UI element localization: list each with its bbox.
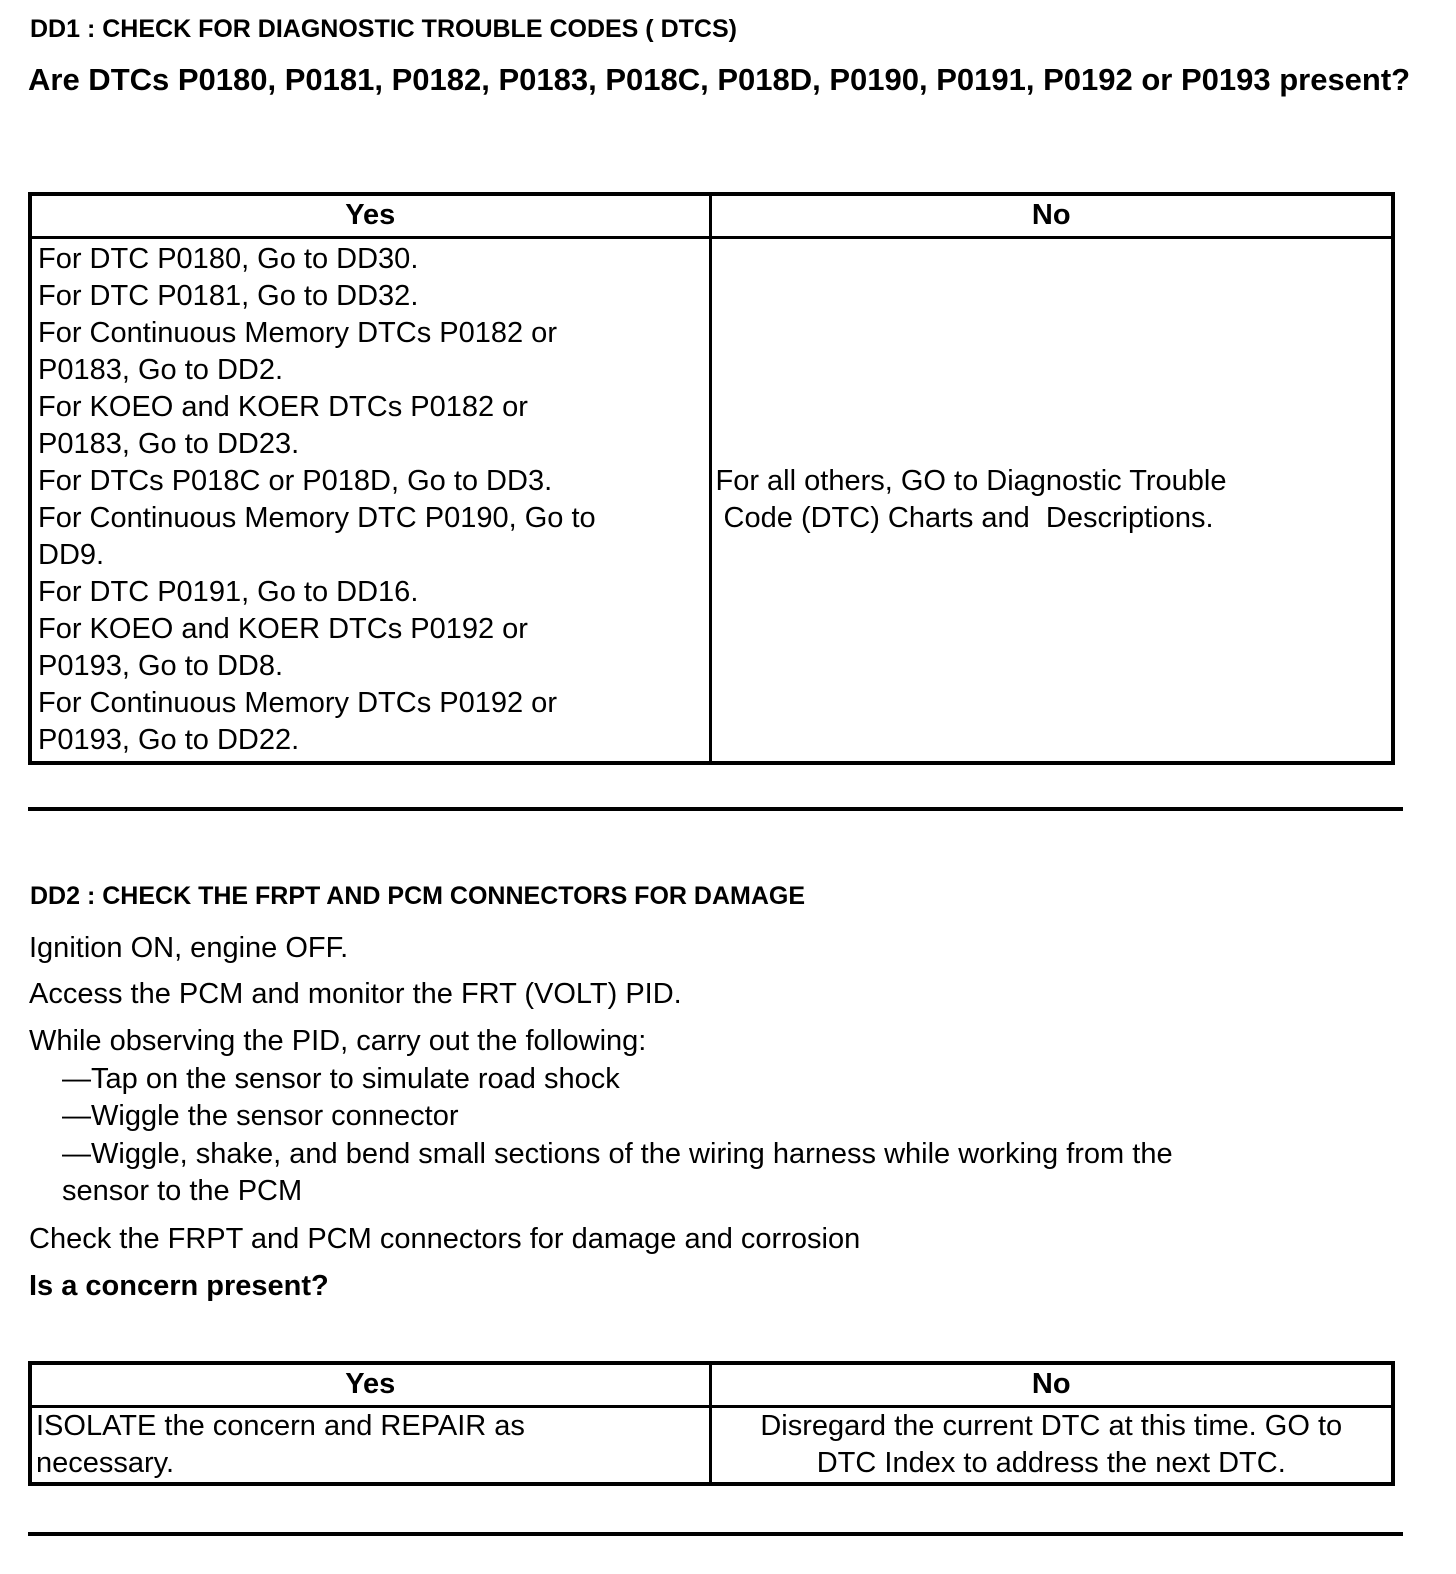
dd1-yes-line: P0183, Go to DD23.	[38, 428, 300, 460]
dd1-yes-line: For Continuous Memory DTCs P0182 or	[38, 317, 557, 349]
dd1-yes-cell	[30, 238, 710, 764]
dd1-yes-line: For KOEO and KOER DTCs P0192 or	[38, 613, 528, 645]
dd1-answer-table	[28, 192, 1395, 765]
dd2-yes-header: Yes	[30, 1363, 710, 1407]
dd2-question: Is a concern present?	[29, 1270, 329, 1302]
dd2-no-line: Disregard the current DTC at this time. GO to	[760, 1410, 1343, 1442]
dd2-no-cell	[710, 1407, 1393, 1485]
dd2-answer-table	[28, 1361, 1395, 1486]
section-divider	[28, 807, 1403, 811]
section-divider	[28, 1532, 1403, 1536]
dd1-yes-line: DD9.	[38, 539, 105, 571]
dd2-no-line: DTC Index to address the next DTC.	[816, 1447, 1286, 1479]
dd2-step: Access the PCM and monitor the FRT (VOLT) PID.	[29, 978, 682, 1010]
dd1-yes-header: Yes	[30, 194, 710, 238]
dd2-step: While observing the PID, carry out the following:	[29, 1025, 647, 1057]
dd2-yes-line: necessary.	[36, 1447, 175, 1479]
dd1-no-line: For all others, GO to Diagnostic Trouble	[715, 465, 1227, 497]
dd2-sub-step: —Tap on the sensor to simulate road shock	[62, 1063, 620, 1095]
dd1-question: Are DTCs P0180, P0181, P0182, P0183, P018C, P018D, P0190, P0191, P0192 or P0193 present?	[28, 62, 1411, 97]
dd2-yes-line: ISOLATE the concern and REPAIR as	[36, 1410, 525, 1442]
dd1-no-header: No	[710, 194, 1393, 238]
dd1-yes-line: P0193, Go to DD22.	[38, 724, 300, 756]
dd2-yes-cell	[30, 1407, 710, 1485]
dd2-sub-step: —Wiggle, shake, and bend small sections of the wiring harness while working from the	[62, 1138, 1173, 1170]
dd1-yes-line: For Continuous Memory DTCs P0192 or	[38, 687, 557, 719]
dd2-sub-step: —Wiggle the sensor connector	[62, 1100, 459, 1132]
dd2-title: DD2 : CHECK THE FRPT AND PCM CONNECTORS FOR DAMAGE	[30, 882, 806, 910]
dd1-yes-line: P0183, Go to DD2.	[38, 354, 284, 386]
dd1-yes-line: For DTCs P018C or P018D, Go to DD3.	[38, 465, 553, 497]
dd1-yes-line: For DTC P0180, Go to DD30.	[38, 243, 419, 275]
dd1-yes-line: For KOEO and KOER DTCs P0182 or	[38, 391, 528, 423]
dd1-yes-line: For DTC P0181, Go to DD32.	[38, 280, 419, 312]
dd1-yes-line: P0193, Go to DD8.	[38, 650, 284, 682]
dd2-sub-step: sensor to the PCM	[62, 1175, 303, 1207]
dd2-check: Check the FRPT and PCM connectors for damage and corrosion	[29, 1223, 861, 1255]
dd1-no-cell	[710, 238, 1393, 764]
dd1-title: DD1 : CHECK FOR DIAGNOSTIC TROUBLE CODES ( DTCS)	[30, 15, 737, 43]
dd2-step: Ignition ON, engine OFF.	[29, 932, 349, 964]
dd2-no-header: No	[710, 1363, 1393, 1407]
dd1-yes-line: For Continuous Memory DTC P0190, Go to	[38, 502, 596, 534]
dd1-no-line: Code (DTC) Charts and Descriptions.	[715, 502, 1214, 534]
dd1-yes-line: For DTC P0191, Go to DD16.	[38, 576, 419, 608]
